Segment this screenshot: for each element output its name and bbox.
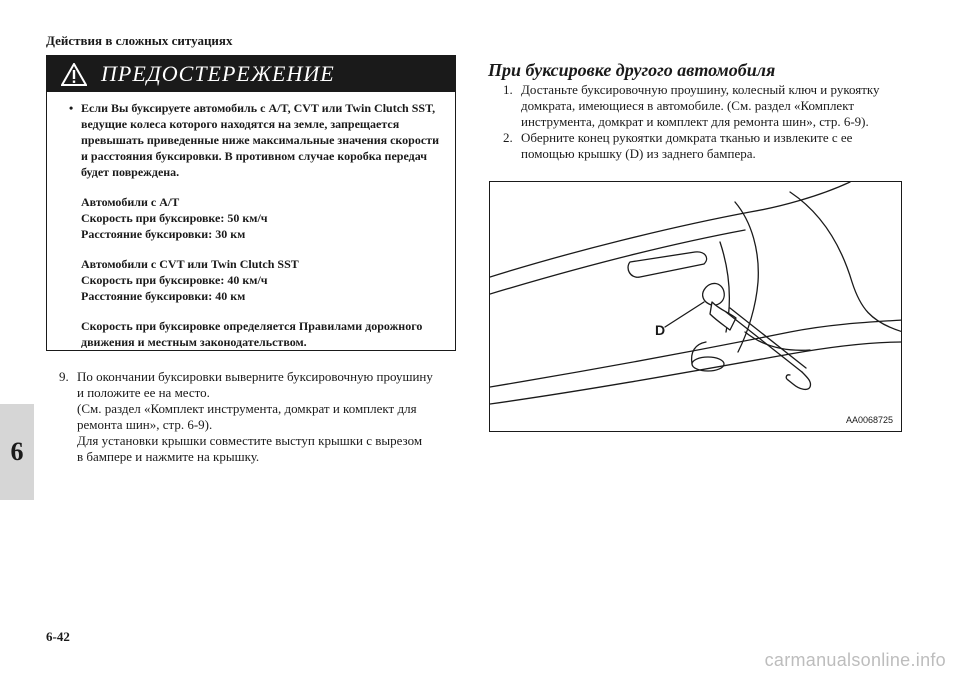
- warning-title: ПРЕДОСТЕРЕЖЕНИЕ: [101, 61, 335, 86]
- group-at-title: Автомобили с A/T: [81, 195, 180, 209]
- watermark: carmanualsonline.info: [764, 650, 946, 670]
- warning-triangle-icon: [61, 63, 87, 86]
- step-number: 1.: [503, 82, 513, 97]
- step-line: Для установки крышки совместите выступ крышки с вырезом: [77, 433, 423, 448]
- section-header: Действия в сложных ситуациях: [46, 33, 233, 48]
- step-text: Достаньте буксировочную проушину, колесный ключ и рукоятку домкрата, имеющиеся в автомобиле. (См. раздел «Комплект инструмента, домкрат и комплект для ремонта шин», стр. 6-9).: [521, 82, 880, 129]
- step-line: (См. раздел «Комплект инструмента, домкрат и комплект для: [77, 401, 417, 416]
- cover-label: D: [655, 322, 666, 338]
- bullet-icon: •: [69, 101, 74, 115]
- bumper-cover-removal-illustration: [490, 182, 902, 432]
- step-number: 9.: [59, 369, 69, 384]
- step-line: и положите ее на место.: [77, 385, 210, 400]
- towing-steps: [503, 82, 903, 162]
- group-cvt-speed: Скорость при буксировке: 40 км/ч: [81, 273, 268, 287]
- step-number: 2.: [503, 130, 513, 145]
- chapter-tab: 6: [0, 404, 34, 500]
- group-cvt-title: Автомобили с CVT или Twin Clutch SST: [81, 257, 299, 271]
- step-line: ремонта шин», стр. 6-9).: [77, 417, 213, 432]
- step-9: [59, 369, 459, 465]
- figure-code: AA0068725: [845, 415, 893, 425]
- warning-header: [47, 56, 455, 92]
- bumper-figure: [489, 181, 902, 432]
- page-number: 6-42: [46, 629, 70, 644]
- list-item: [503, 130, 903, 162]
- warning-group-at: [69, 194, 439, 242]
- group-cvt-distance: Расстояние буксировки: 40 км: [81, 289, 246, 303]
- warning-bullet-text: Если Вы буксируете автомобиль с A/T, CVT или Twin Clutch SST, ведущие колеса которого находятся на земле, запрещается превышать приведенные ниже максимальные значения скорости и расстояния буксировки. В противном случае коробка передач будет повреждена.: [81, 101, 439, 179]
- group-at-speed: Скорость при буксировке: 50 км/ч: [81, 211, 268, 225]
- warning-note: Скорость при буксировке определяется Правилами дорожного движения и местным законодательством.: [81, 319, 423, 349]
- warning-bullet: [69, 100, 439, 180]
- step-text: [77, 369, 433, 465]
- warning-box: [46, 55, 456, 351]
- step-text: Оберните конец рукоятки домкрата тканью и извлеките с ее помощью крышку (D) из заднего бампера.: [521, 130, 853, 161]
- warning-group-cvt: [69, 256, 439, 304]
- step-line: По окончании буксировки выверните буксировочную проушину: [77, 369, 433, 384]
- list-item: [503, 82, 903, 130]
- step-line: в бампере и нажмите на крышку.: [77, 449, 260, 464]
- towing-other-vehicle-heading: При буксировке другого автомобиля: [488, 60, 776, 80]
- group-at-distance: Расстояние буксировки: 30 км: [81, 227, 246, 241]
- warning-body: [47, 92, 455, 350]
